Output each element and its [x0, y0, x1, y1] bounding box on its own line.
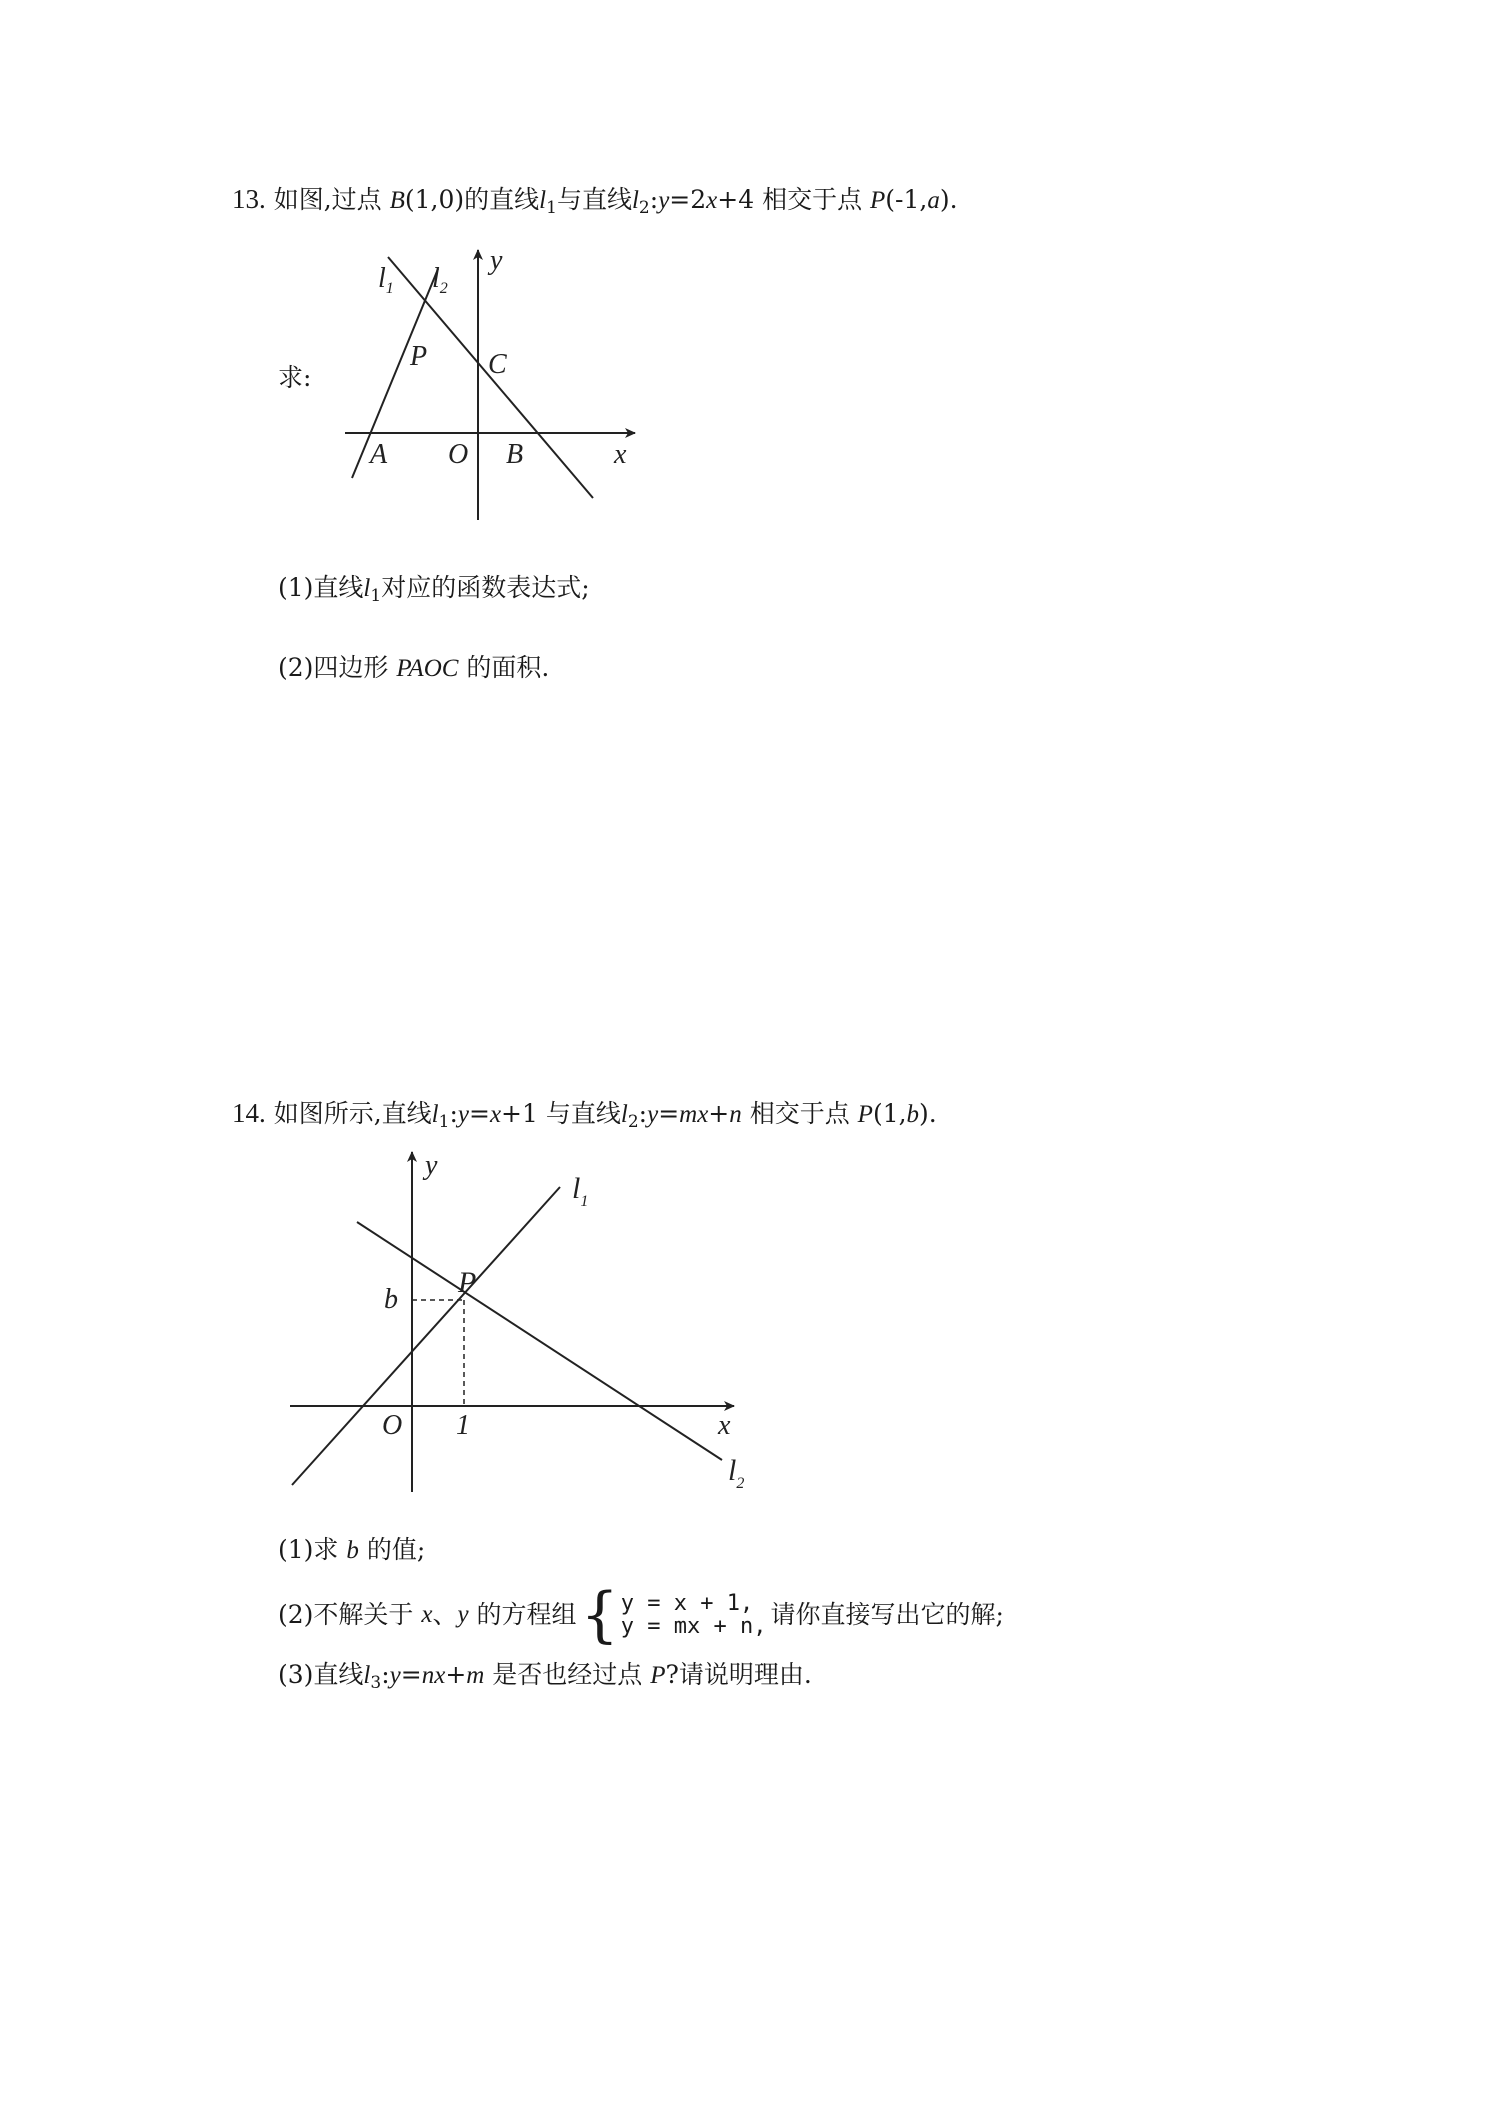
q13-figure — [330, 245, 660, 535]
q14-label-l2: $l_2$ — [728, 1454, 745, 1492]
q13-text-b: 的直线 — [464, 185, 540, 214]
q14-part2-a: (2)不解关于 — [278, 1600, 422, 1629]
q13-y: y — [658, 187, 670, 214]
q13-label-o: O — [448, 439, 469, 470]
q14-y2: y — [647, 1101, 659, 1128]
q14-mx: mx — [679, 1101, 709, 1128]
q14-part2-c: 请你直接写出它的解; — [770, 1600, 1004, 1629]
q13-label-b: B — [506, 439, 524, 470]
q14-part1 — [278, 1535, 425, 1566]
q14-part1-b-var: b — [346, 1537, 359, 1564]
q13-eq-c: +4 相交于点 — [717, 185, 871, 214]
q14-x1: x — [489, 1101, 502, 1128]
q13-part2 — [278, 653, 549, 684]
q14-line-l1 — [292, 1187, 560, 1485]
q13-part2-a: (2)四边形 — [278, 653, 397, 682]
q14-end: ). — [919, 1099, 937, 1128]
q14-eq1-c: +1 与直线 — [501, 1099, 621, 1128]
q14-eq2-c: 相交于点 — [741, 1099, 858, 1128]
q14-part3 — [278, 1660, 812, 1693]
q13-ask: 求: — [278, 363, 312, 392]
q13-l1-sub: 1 — [546, 198, 557, 218]
q13-a: a — [927, 187, 940, 214]
q14-coords-a: (1, — [872, 1099, 907, 1128]
q14-part3-m: m — [466, 1662, 485, 1689]
q13-part1-sub: 1 — [370, 586, 382, 606]
q13-part1 — [278, 573, 590, 606]
q14-number: 14. — [232, 1098, 266, 1128]
q14-figure — [282, 1140, 782, 1510]
q14-part3-nx: nx — [421, 1662, 446, 1689]
q13-l1: l — [539, 187, 547, 214]
q14-part3-colon: : — [381, 1660, 390, 1689]
q13-coords-p: (-1, — [885, 185, 928, 214]
q13-label-y: y — [490, 245, 503, 276]
q14-plus: + — [708, 1099, 730, 1128]
q13-x: x — [706, 187, 718, 214]
q14-label-l1: $l_1$ — [572, 1172, 589, 1210]
q13-label-x: x — [614, 439, 627, 470]
q14-part2-y: y — [457, 1601, 469, 1628]
q14-part1-a: (1)求 — [278, 1535, 347, 1564]
q14-part3-l: l — [363, 1662, 371, 1689]
q14-part3-plus: + — [445, 1660, 467, 1689]
q14-brace: { — [580, 1580, 619, 1650]
q13-label-l2: $l_2$ — [432, 263, 448, 297]
q14-label-y: y — [425, 1150, 438, 1181]
q13-part1-a: (1)直线 — [278, 573, 364, 602]
q14-equations — [621, 1592, 767, 1638]
q14-part3-p: P — [650, 1662, 666, 1689]
q14-sys-eq2: y = mx + n, — [620, 1614, 767, 1639]
q14-l2: l — [620, 1101, 628, 1128]
q13-part1-l: l — [363, 575, 371, 602]
q13-part1-b: 对应的函数表达式; — [381, 573, 590, 602]
q13-end: ). — [939, 185, 958, 214]
q14-point-p: P — [857, 1101, 873, 1128]
q13-text-c: 与直线 — [556, 185, 632, 214]
q14-text-a: 如图所示,直线 — [273, 1099, 432, 1128]
q14-part2-sep: 、 — [432, 1600, 458, 1629]
q14-stem — [232, 1097, 937, 1132]
q14-part2-b: 的方程组 — [468, 1600, 577, 1629]
q13-part2-shape: PAOC — [396, 655, 459, 682]
q14-part2 — [278, 1580, 1004, 1650]
q13-label-p: P — [410, 341, 428, 372]
q14-equation-system — [580, 1580, 767, 1650]
q13-l2-sub: 2 — [638, 198, 650, 218]
q14-y1: y — [457, 1101, 469, 1128]
q13-text-a: 如图,过点 — [273, 185, 390, 214]
q14-part2-x: x — [421, 1601, 433, 1628]
q14-colon2: : — [638, 1099, 648, 1128]
q13-label-c: C — [488, 349, 507, 380]
q14-label-o: O — [382, 1410, 403, 1441]
q13-colon: : — [649, 185, 659, 214]
q14-l1: l — [431, 1101, 439, 1128]
q14-l2-sub: 2 — [627, 1112, 639, 1132]
q14-b: b — [906, 1101, 920, 1128]
q13-coords-b: (1,0) — [404, 185, 465, 214]
q14-label-x: x — [718, 1410, 731, 1441]
q14-part3-eq: = — [400, 1660, 422, 1689]
q14-part3-sub: 3 — [370, 1673, 382, 1693]
q14-part1-b: 的值; — [358, 1535, 426, 1564]
q14-label-b: b — [384, 1284, 398, 1315]
q14-label-one: 1 — [456, 1410, 470, 1441]
q14-part3-b: 是否也经过点 — [484, 1660, 651, 1689]
q14-l1-sub: 1 — [438, 1112, 450, 1132]
q14-n: n — [729, 1101, 742, 1128]
q14-colon1: : — [449, 1099, 458, 1128]
q13-label-l1: $l_1$ — [378, 263, 394, 297]
q14-eq2-b: = — [658, 1099, 680, 1128]
q14-eq1-b: = — [468, 1099, 490, 1128]
q13-eq-b: =2 — [669, 185, 707, 214]
q14-sys-eq1: y = x + 1, — [620, 1590, 754, 1616]
q14-part3-c: ?请说明理由. — [665, 1660, 812, 1689]
q13-number: 13. — [232, 184, 266, 214]
q13-l2: l — [631, 187, 639, 214]
q14-part3-y: y — [389, 1662, 401, 1689]
q14-label-p: P — [458, 1266, 477, 1299]
q13-part2-b: 的面积. — [458, 653, 550, 682]
q13-label-a: A — [370, 439, 388, 470]
q13-point-b: B — [389, 187, 405, 214]
q13-point-p: P — [870, 187, 886, 214]
q14-part3-a: (3)直线 — [278, 1660, 364, 1689]
q13-stem — [232, 183, 958, 218]
